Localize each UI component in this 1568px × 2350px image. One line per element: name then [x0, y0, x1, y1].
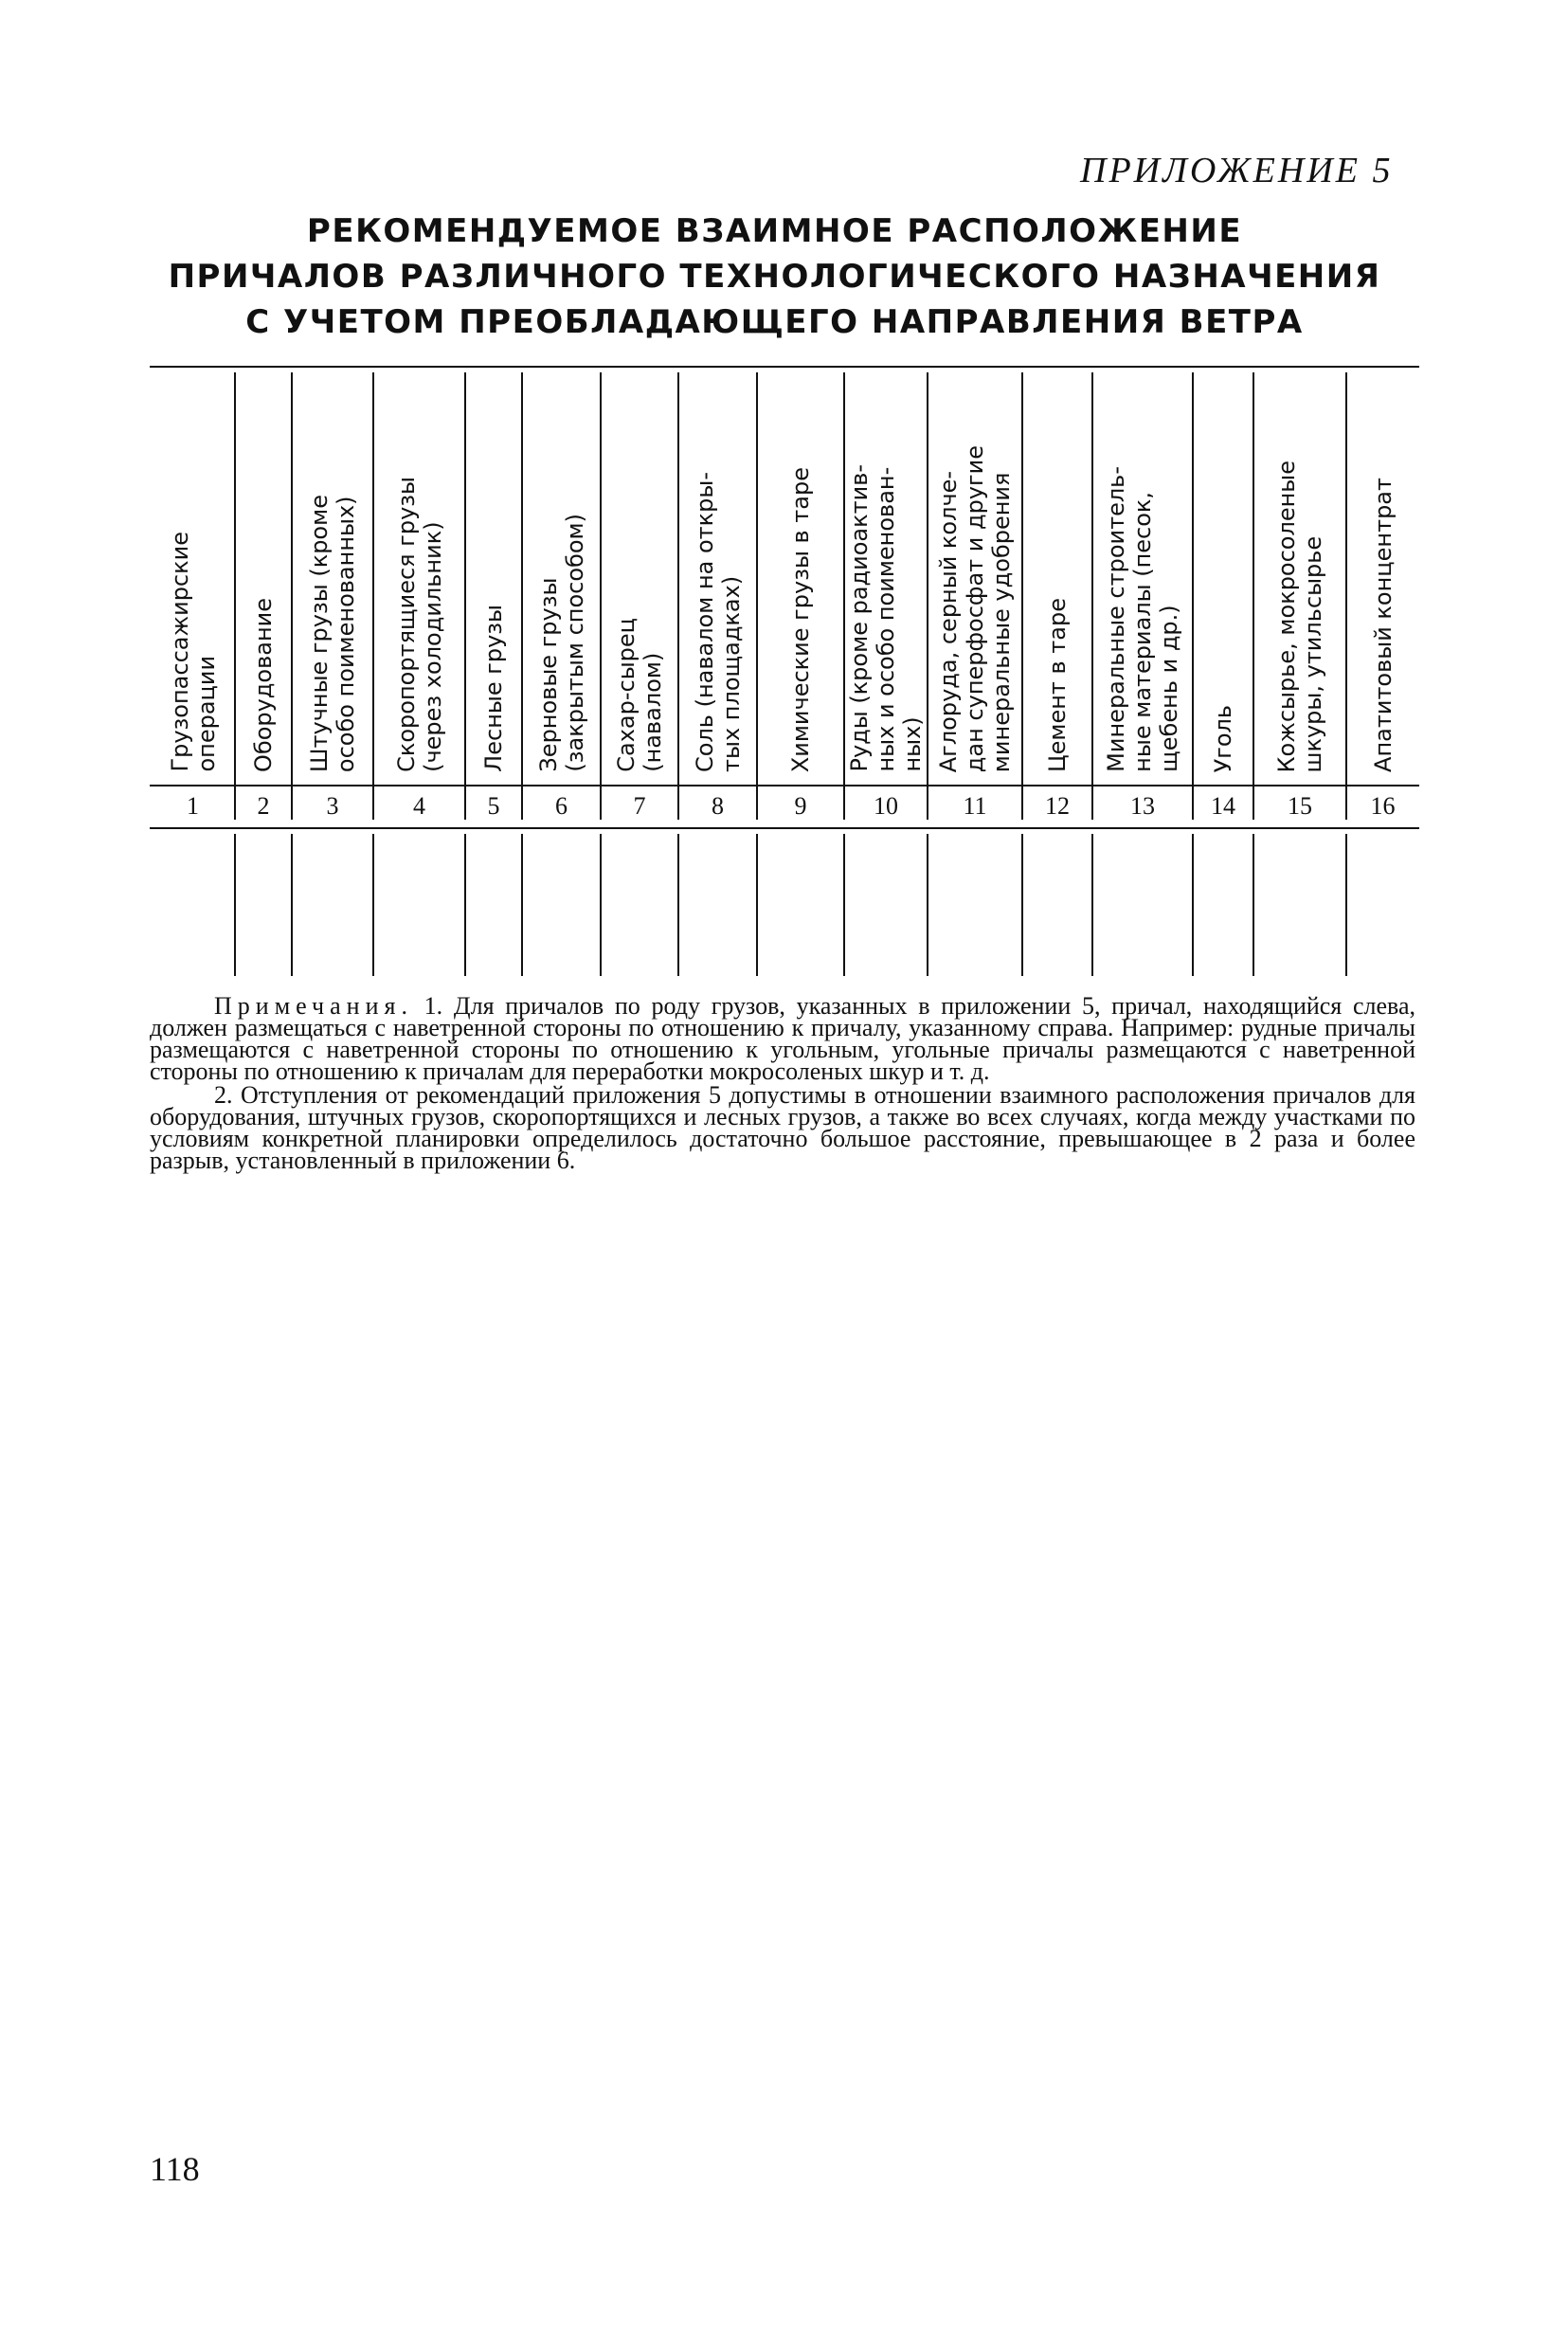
column-header-7 [602, 372, 677, 780]
column-header-8 [679, 372, 756, 780]
note-1-text: 1. Для причалов по роду грузов, указанных в приложении 5, причал, находящийся слева, должен размещаться с наветренной стороны по отношению к причалу, указанному справа. Например: рудные причалы размещаются с наветренной стороны по отношению к угольным, угольные причалы размещаются с наветренной стороны по отношению к причалам для переработки мокросоленых шкур и т. д. [150, 992, 1416, 1085]
column-number-11: 11 [963, 792, 987, 820]
title-line-3: С УЧЕТОМ ПРЕОБЛАДАЮЩЕГО НАПРАВЛЕНИЯ ВЕТРА [245, 303, 1304, 341]
column-number-1: 1 [187, 792, 199, 820]
column-header-text: Оборудование [250, 598, 277, 772]
column-header-6 [523, 372, 600, 780]
column-divider [291, 834, 293, 976]
column-number-9: 9 [794, 792, 807, 820]
column-header-2 [236, 372, 291, 780]
column-number-16: 16 [1370, 792, 1396, 820]
column-number-15: 15 [1288, 792, 1312, 820]
column-divider [600, 834, 602, 976]
appendix-label: ПРИЛОЖЕНИЕ 5 [1080, 151, 1394, 190]
notes-label: Примечания. [214, 992, 413, 1020]
column-header-text: Штучные грузы (кроме особо поименованных) [306, 494, 359, 772]
column-header-text: Скоропортящиеся грузы (через холодильник) [392, 477, 446, 772]
column-header-text: Грузопассажирские операции [166, 532, 220, 772]
page-number: 118 [150, 2150, 200, 2188]
column-header-5 [466, 372, 521, 780]
notes-section [150, 992, 1416, 1174]
table-top-rule [150, 366, 1419, 368]
column-header-10 [845, 372, 927, 780]
column-header-text: Соль (навалом на откры- тых площадках) [691, 472, 745, 772]
column-divider [1091, 834, 1093, 976]
column-divider [756, 834, 758, 976]
column-header-text: Кожсырье, мокросоленые шкуры, утильсырье [1273, 460, 1326, 772]
column-header-text: Аглоруда, серный колче- дан суперфосфат и другие минеральные удобрения [935, 444, 1015, 772]
column-header-text: Уголь [1210, 704, 1236, 772]
column-number-3: 3 [326, 792, 339, 820]
column-header-text: Лесные грузы [480, 605, 507, 772]
column-header-text: Цемент в таре [1044, 597, 1071, 772]
column-divider [927, 834, 928, 976]
column-divider [843, 834, 845, 976]
column-number-7: 7 [633, 792, 646, 820]
number-row-rule [150, 827, 1419, 829]
title-line-2: ПРИЧАЛОВ РАЗЛИЧНОГО ТЕХНОЛОГИЧЕСКОГО НАЗНАЧЕНИЯ [168, 258, 1381, 296]
column-header-15 [1254, 372, 1345, 780]
column-number-5: 5 [487, 792, 500, 820]
column-header-1 [152, 372, 234, 780]
column-number-14: 14 [1211, 792, 1235, 820]
column-divider [1345, 834, 1347, 976]
column-divider [521, 834, 523, 976]
column-header-text: Химические грузы в таре [787, 466, 814, 772]
header-bottom-rule [150, 785, 1419, 786]
column-header-14 [1194, 372, 1253, 780]
note-2: 2. Отступления от рекомендаций приложения 5 допустимы в отношении взаимного расположения причалов для оборудования, штучных грузов, скоропортящихся и лесных грузов, а также во всех случаях, когда между участками по условиям конкретной планировки определилось достаточно большое расстояние, превышающее в 2 раза и более разрыв, установленный в приложении 6. [150, 1081, 1415, 1174]
column-header-text: Сахар-сырец (навалом) [613, 618, 666, 772]
column-number-2: 2 [257, 792, 270, 820]
column-divider [234, 834, 236, 976]
column-divider [464, 834, 466, 976]
note-1 [150, 992, 1416, 1085]
column-header-12 [1023, 372, 1091, 780]
column-header-3 [293, 372, 372, 780]
column-header-4 [374, 372, 464, 780]
column-header-text: Минеральные строитель- ные материалы (песок, щебень и др.) [1103, 466, 1182, 772]
column-divider [1021, 834, 1023, 976]
column-number-12: 12 [1045, 792, 1070, 820]
column-header-text: Апатитовый концентрат [1369, 478, 1397, 772]
column-divider [1192, 834, 1194, 976]
column-header-13 [1093, 372, 1192, 780]
page-title [142, 208, 1407, 345]
column-divider [677, 834, 679, 976]
column-header-11 [928, 372, 1021, 780]
column-header-9 [758, 372, 843, 780]
column-header-text: Руды (кроме радиоактив- ных и особо поименован- ных) [846, 464, 926, 772]
column-number-8: 8 [712, 792, 724, 820]
title-line-1: РЕКОМЕНДУЕМОЕ ВЗАИМНОЕ РАСПОЛОЖЕНИЕ [306, 212, 1243, 250]
column-number-4: 4 [413, 792, 425, 820]
column-number-13: 13 [1130, 792, 1155, 820]
column-header-text: Зерновые грузы (закрытым способом) [534, 514, 588, 772]
column-number-10: 10 [874, 792, 898, 820]
column-number-6: 6 [555, 792, 568, 820]
column-header-16 [1347, 372, 1418, 780]
column-divider [372, 834, 374, 976]
column-divider [1253, 834, 1254, 976]
